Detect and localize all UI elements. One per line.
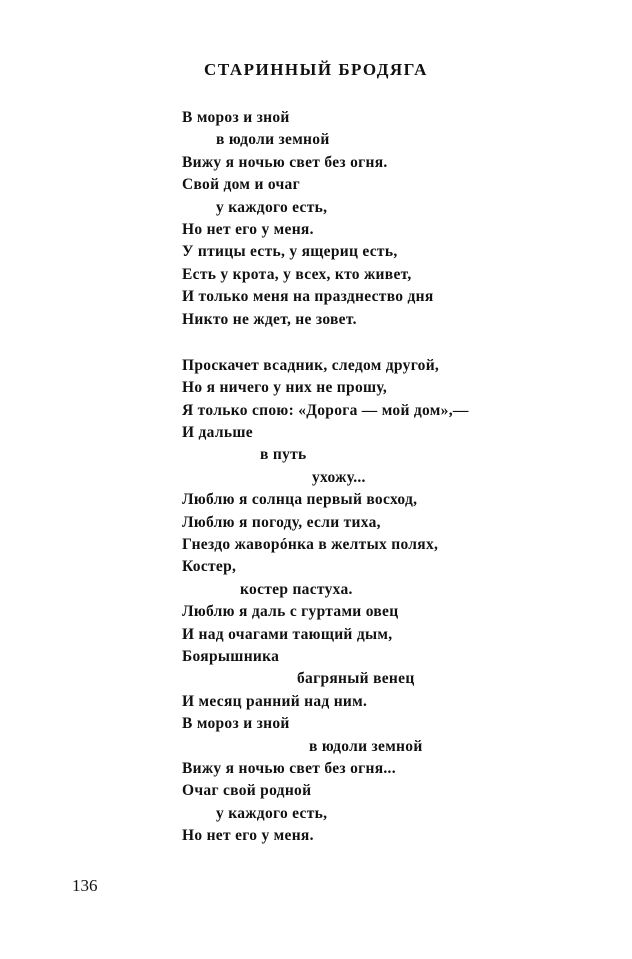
poem-line: в юдоли земной [309, 737, 423, 755]
poem-line: В мороз и зной [182, 109, 290, 126]
poem-line: И месяц ранний над ним. [182, 692, 368, 710]
poem-line: Гнездо жавoрóнка в желтых полях, [182, 536, 439, 554]
poem-line: И только меня на празднество дня [182, 288, 434, 306]
poem-line: костер пастуха. [240, 580, 353, 598]
poem-line: У птицы есть, у ящериц есть, [182, 243, 398, 261]
poem-line: Люблю я солнца первый восход, [182, 491, 418, 509]
poem-line: Костер, [182, 558, 237, 576]
poem-line: Вижу я ночью свет без огня. [182, 153, 388, 171]
poem-line: В мороз и зной [182, 715, 290, 733]
poem-line: Боярышника [182, 647, 280, 665]
poem-line: Я только спою: «Дорога — мой дом»,— [182, 401, 469, 419]
poem-line: багряный венец [297, 670, 415, 688]
poem-line: Свой дом и очаг [182, 176, 300, 194]
poem-line: Но нет его у меня. [182, 827, 314, 845]
poem-line: Проскачет всадник, следом другой, [182, 356, 440, 374]
stanza-1 [182, 107, 469, 331]
poem-body [182, 107, 469, 848]
poem-line: И дальше [182, 424, 253, 442]
poem-title: СТАРИННЫЙ БРОДЯГА [204, 60, 428, 79]
poem-line: у каждого есть, [216, 198, 328, 216]
poem-line: И над очагами тающий дым, [182, 625, 393, 643]
poem-line: ухожу... [312, 468, 366, 486]
page-number: 136 [72, 876, 98, 895]
poem-line: Никто не ждет, не зовет. [182, 310, 357, 328]
poem-line: Люблю я погоду, если тиха, [182, 513, 381, 531]
poem-line: в юдоли земной [216, 131, 330, 149]
poem-line: Люблю я даль с гуртами овец [182, 603, 399, 621]
poem-line: Но я ничего у них не прошу, [182, 379, 388, 397]
poem-line: Вижу я ночью свет без огня... [182, 759, 396, 777]
poem-line: Но нет его у меня. [182, 220, 314, 238]
stanza-gap [182, 331, 469, 355]
poem-line: у каждого есть, [216, 804, 328, 822]
stanza-2 [182, 355, 469, 848]
poem-line: Есть у крота, у всех, кто живет, [182, 265, 412, 283]
poem-line: Очаг свой родной [182, 782, 312, 800]
poem-line: в путь [260, 446, 307, 464]
